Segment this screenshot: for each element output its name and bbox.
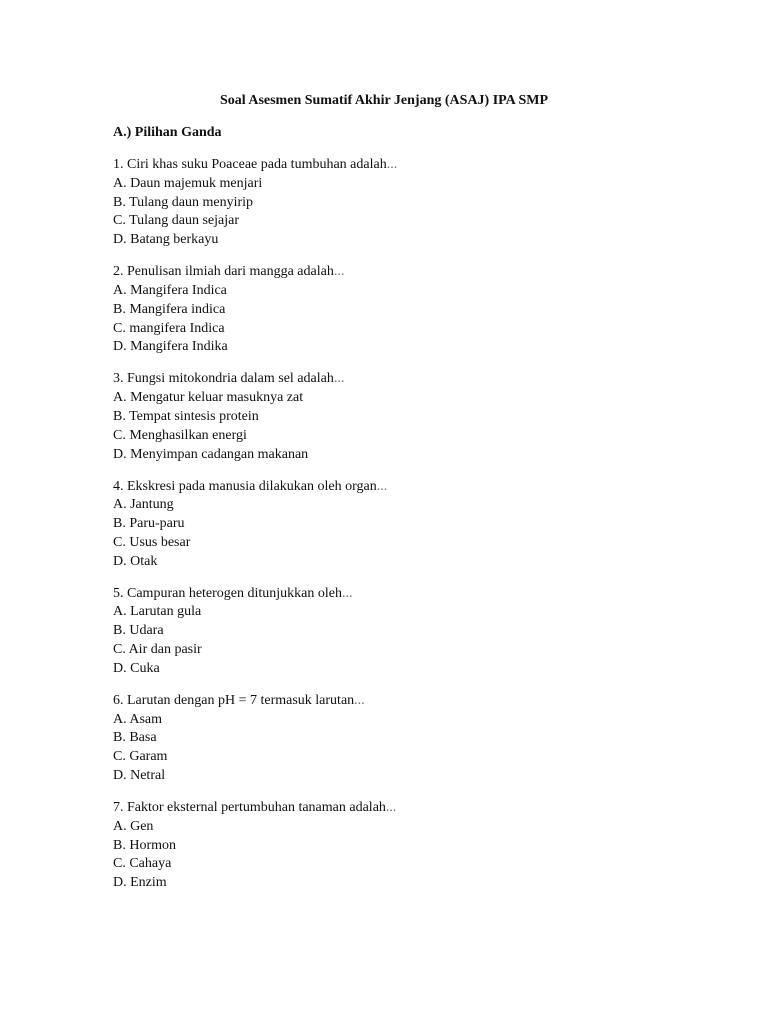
question-ellipsis: ... [333, 371, 345, 387]
answer-option: B. Hormon [113, 837, 176, 853]
question-ellipsis: ... [354, 692, 365, 708]
question-stem: 6. Larutan dengan pH = 7 termasuk larutan [113, 692, 355, 708]
question-block [113, 692, 673, 786]
answer-option: A. Gen [113, 818, 154, 834]
question-stem: 2. Penulisan ilmiah dari mangga adalah [113, 264, 334, 280]
answer-option: C. Air dan pasir [113, 642, 202, 658]
answer-option: A. Daun majemuk menjari [113, 175, 263, 191]
question-text [113, 263, 673, 282]
answer-option: B. Paru-paru [113, 516, 185, 532]
answer-option: C. Tulang daun sejajar [113, 213, 239, 229]
question-text [113, 692, 673, 711]
answer-option: A. Asam [113, 711, 162, 727]
section-heading: A.) Pilihan Ganda [113, 125, 222, 140]
answer-option: A. Jantung [113, 497, 174, 513]
question-ellipsis: ... [376, 478, 388, 494]
answer-option: B. Basa [113, 730, 157, 746]
question-ellipsis: ... [333, 264, 345, 280]
question-text [113, 585, 673, 604]
answer-option: D. Mangifera Indika [113, 339, 228, 355]
answer-option: D. Netral [113, 768, 166, 784]
question-stem: 5. Campuran heterogen ditunjukkan oleh [113, 585, 342, 601]
question-text [113, 799, 673, 818]
question-text [113, 156, 673, 175]
answer-option: B. Udara [113, 623, 164, 639]
question-block [113, 585, 673, 679]
question-stem: 3. Fungsi mitokondria dalam sel adalah [113, 371, 334, 387]
answer-option: D. Cuka [113, 660, 160, 676]
answer-option: D. Otak [113, 553, 158, 569]
answer-option: D. Batang berkayu [113, 232, 219, 248]
question-stem: 1. Ciri khas suku Poaceae pada tumbuhan adalah [113, 157, 387, 172]
answer-option: A. Mengatur keluar masuknya zat [113, 390, 304, 406]
answer-option: C. Menghasilkan energi [113, 427, 247, 443]
question-block [113, 263, 673, 357]
question-ellipsis: ... [386, 157, 398, 172]
question-list [113, 156, 673, 906]
question-block [113, 478, 673, 572]
question-stem: 7. Faktor eksternal pertumbuhan tanaman adalah [113, 800, 386, 816]
question-text [113, 370, 673, 389]
answer-option: A. Mangifera Indica [113, 282, 227, 298]
question-block [113, 156, 673, 250]
answer-option: B. Mangifera indica [113, 301, 226, 317]
question-stem: 4. Ekskresi pada manusia dilakukan oleh organ [113, 478, 377, 494]
answer-option: B. Tulang daun menyirip [113, 194, 254, 210]
answer-option: A. Larutan gula [113, 604, 202, 620]
answer-option: C. Garam [113, 749, 168, 765]
question-ellipsis: ... [342, 585, 353, 601]
answer-option: C. mangifera Indica [113, 320, 225, 336]
question-block [113, 799, 673, 893]
answer-option: B. Tempat sintesis protein [113, 408, 259, 424]
question-text [113, 478, 673, 497]
document-title: Soal Asesmen Sumatif Akhir Jenjang (ASAJ) IPA SMP [219, 93, 549, 108]
answer-option: C. Cahaya [113, 856, 172, 872]
question-block [113, 370, 673, 464]
answer-option: D. Enzim [113, 875, 167, 891]
answer-option: D. Menyimpan cadangan makanan [113, 446, 309, 462]
question-ellipsis: ... [385, 800, 397, 816]
answer-option: C. Usus besar [113, 534, 191, 550]
